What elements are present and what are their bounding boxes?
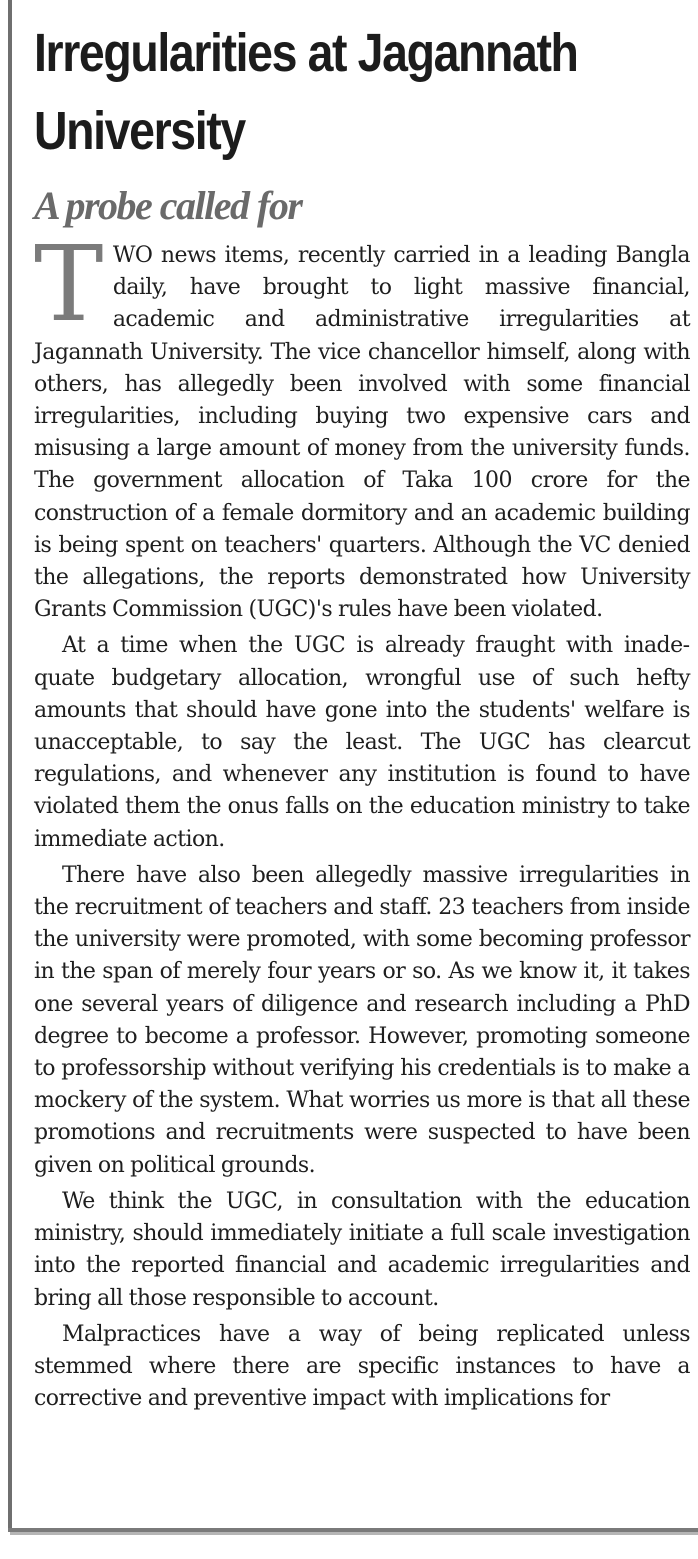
clipping-edge-shadow-soft: [10, 1532, 698, 1535]
article-body: [34, 223, 690, 1415]
column-rule: [8, 0, 12, 1530]
headline: Irregularities at Jagannath University: [34, 23, 578, 161]
subheadline: A probe called for: [34, 183, 302, 228]
paragraph-1-text: WO news items, recently carried in a leading Bangla daily, have brought to light massive financial, academic and administrative irregularities at Jagannath University. The vice chancellor himself, along with others, has allegedly been involved with some financial irregularities, including buying two expensive cars and misusing a large amount of money from the university funds. The government allocation of Taka 100 crore for the construction of a female dormitory and an academic building is being spent on teachers' quarters. Although the VC denied the allegations, the reports demonstrated how University Grants Commission (UGC)'s rules have been violated.: [34, 243, 690, 623]
drop-cap: T: [34, 223, 103, 345]
paragraph-5: Malpractices have a way of being replicated unless stemmed where there are specific instances to have a corrective and preventive impact with implications for: [34, 1321, 690, 1412]
paragraph-4: We think the UGC, in consultation with the education ministry, should immediately initiate a full scale investigation into the reported financial and academic irregularities and bring all those responsible to account.: [34, 1188, 690, 1311]
paragraph-3: There have also been allegedly massive irregularities in the recruitment of teachers and staff. 23 teachers from inside the university were promoted, with some becoming professor in the span of merely four years or so. As we know it, it takes one several years of diligence and research including a PhD degree to become a professor. However, promoting someone to professorship without verifying his credentials is to make a mockery of the system. What worries us more is that all these promotions and recruitments were suspected to have been given on political grounds.: [34, 862, 690, 1178]
editorial-article: [34, 14, 690, 1419]
paragraph-1: [34, 223, 690, 626]
paragraph-2: At a time when the UGC is already fraught with inadequate budgetary allocation, wrongful use of such hefty amounts that should have gone into the students' welfare is unacceptable, to say the least. The UGC has clearcut regulations, and whenever any institution is found to have violated them the onus falls on the education ministry to take immediate action.: [34, 633, 690, 852]
